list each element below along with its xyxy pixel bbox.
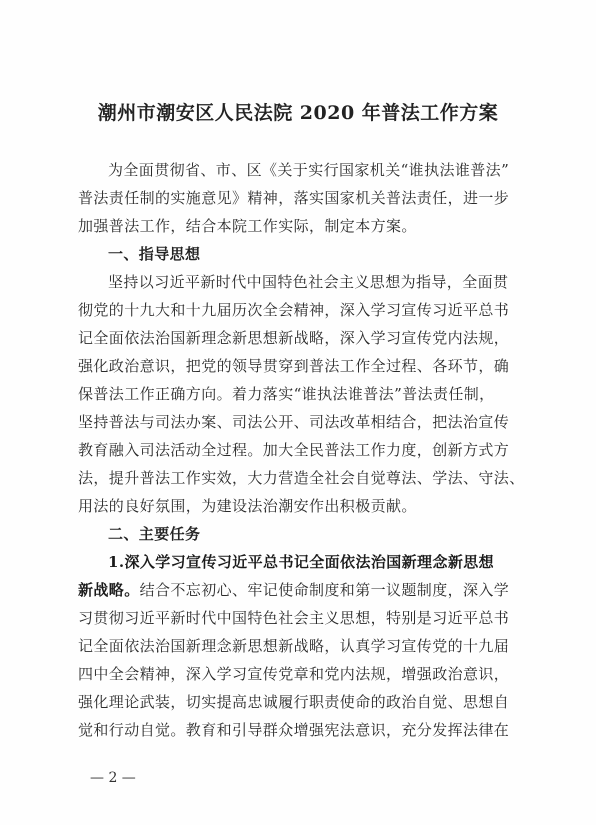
section-heading-main-tasks: 二、主要任务 [108, 525, 201, 543]
paragraph-line: 记全面依法治国新理念新思想新战略，深入学习宣传党内法规， [78, 329, 510, 347]
document-body [78, 156, 530, 744]
document-title: 潮州市潮安区人民法院 2020 年普法工作方案 [97, 102, 499, 124]
paragraph-line: 教育融入司法活动全过程。加大全民普法工作力度，创新方式方 [78, 441, 510, 459]
paragraph-line: 法，提升普法工作实效，大力营造全社会自觉尊法、学法、守法、 [78, 469, 525, 487]
paragraph-line: 记全面依法治国新理念新思想新战略，认真学习宣传党的十九届 [78, 637, 510, 655]
intro-line: 普法责任制的实施意见》精神，落实国家机关普法责任，进一步 [78, 189, 510, 207]
paragraph-line: 强化理论武装，切实提高忠诚履行职责使命的政治自觉、思想自 [78, 693, 510, 711]
page-number: — 2 — [90, 770, 136, 786]
paragraph-line [78, 576, 530, 604]
intro-line: 加强普法工作，结合本院工作实际，制定本方案。 [78, 217, 417, 235]
paragraph-line: 坚持普法与司法办案、司法公开、司法改革相结合，把法治宣传 [78, 413, 510, 431]
paragraph-line: 强化政治意识，把党的领导贯穿到普法工作全过程、各环节，确 [78, 357, 510, 375]
paragraph-line: 用法的良好氛围，为建设法治潮安作出积极贡献。 [78, 497, 417, 515]
paragraph-text: 结合不忘初心、牢记使命制度和第一议题制度，深入学 [139, 581, 510, 599]
paragraph-line: 坚持以习近平新时代中国特色社会主义思想为指导，全面贯 [108, 273, 509, 291]
paragraph-line: 觉和行动自觉。教育和引导群众增强宪法意识，充分发挥法律在 [78, 721, 510, 739]
paragraph-line: 四中全会精神，深入学习宣传党章和党内法规，增强政治意识， [78, 665, 510, 683]
intro-line: 为全面贯彻省、市、区《关于实行国家机关“谁执法谁普法” [108, 161, 510, 179]
paragraph-line: 保普法工作正确方向。着力落实“谁执法谁普法”普法责任制， [78, 385, 495, 403]
paragraph-line: 习贯彻习近平新时代中国特色社会主义思想，特别是习近平总书 [78, 609, 510, 627]
task-item-heading-tail: 新战略。 [78, 581, 140, 599]
paragraph-line: 彻党的十九大和十九届历次全会精神，深入学习宣传习近平总书 [78, 301, 510, 319]
task-item-heading: 1.深入学习宣传习近平总书记全面依法治国新理念新思想 [108, 553, 495, 571]
section-heading-guiding-ideology: 一、指导思想 [108, 245, 201, 263]
